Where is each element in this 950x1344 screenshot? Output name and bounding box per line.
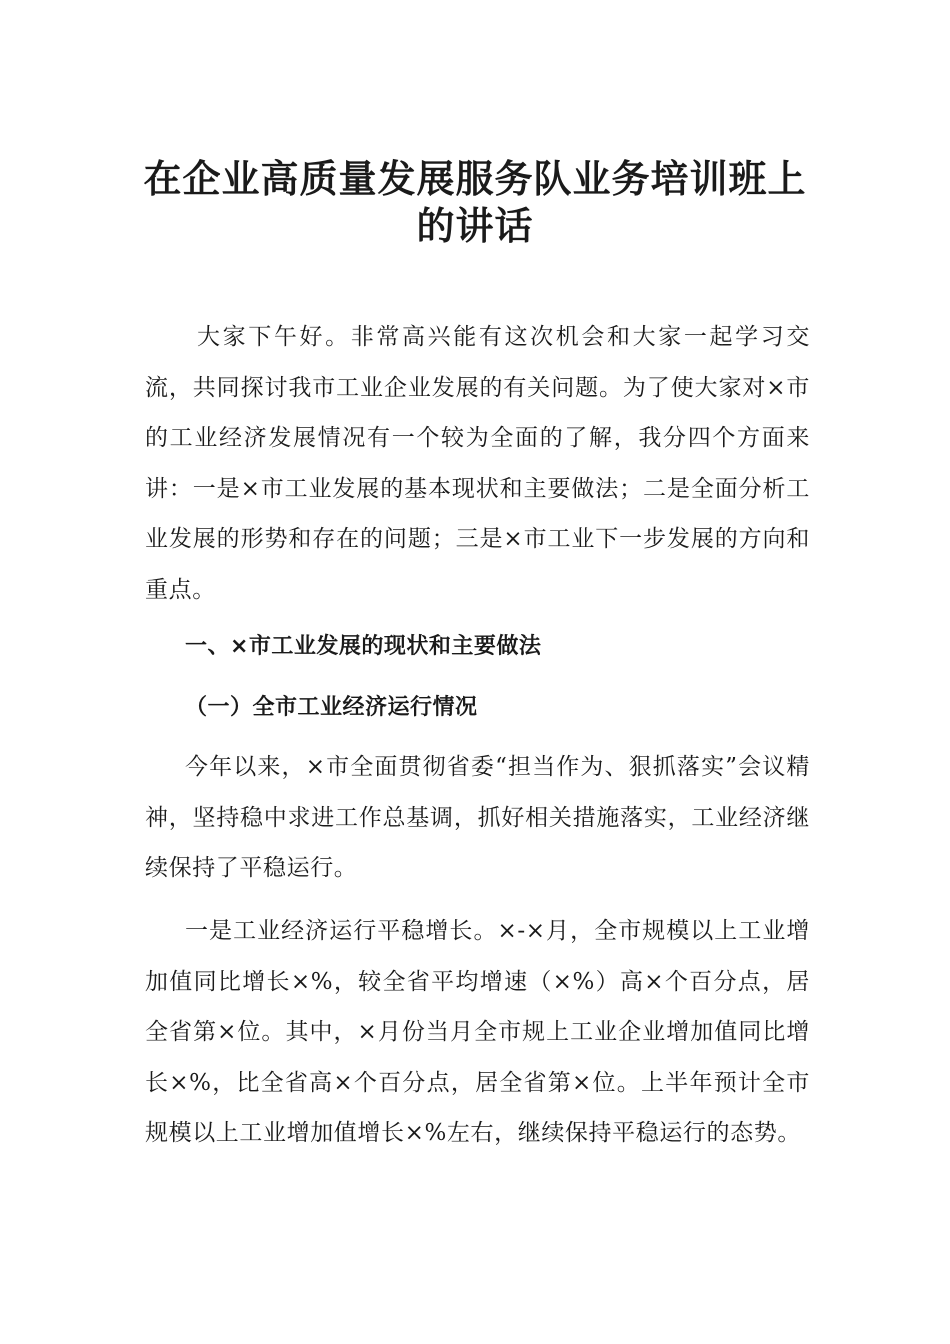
growth-paragraph: 一是工业经济运行平稳增长。×-×月，全市规模以上工业增加值同比增长×%，较全省平均增速（×%）高×个百分点，居全省第×位。其中，×月份当月全市规上工业企业增加值同比增长×%，比全省高×个百分点，居全省第×位。上半年预计全市规模以上工业增加值增长×%左右，继续保持平稳运行的态势。 [145, 918, 810, 1146]
overview-paragraph: 今年以来，×市全面贯彻省委“担当作为、狠抓落实”会议精神，坚持稳中求进工作总基调，抓好相关措施落实，工业经济继续保持了平稳运行。 [145, 754, 810, 881]
subsection-heading: （一）全市工业经济运行情况 [185, 695, 478, 720]
intro-paragraph: 大家下午好。非常高兴能有这次机会和大家一起学习交流，共同探讨我市工业企业发展的有关问题。为了使大家对×市的工业经济发展情况有一个较为全面的了解，我分四个方面来讲：一是×市工业发展的基本现状和主要做法；二是全面分析工业发展的形势和存在的问题；三是×市工业下一步发展的方向和重点。 [145, 324, 810, 603]
document-title-line2: 的讲话 [416, 203, 534, 248]
section-heading: 一、×市工业发展的现状和主要做法 [185, 634, 542, 659]
document-title-line1: 在企业高质量发展服务队业务培训班上 [143, 156, 807, 201]
